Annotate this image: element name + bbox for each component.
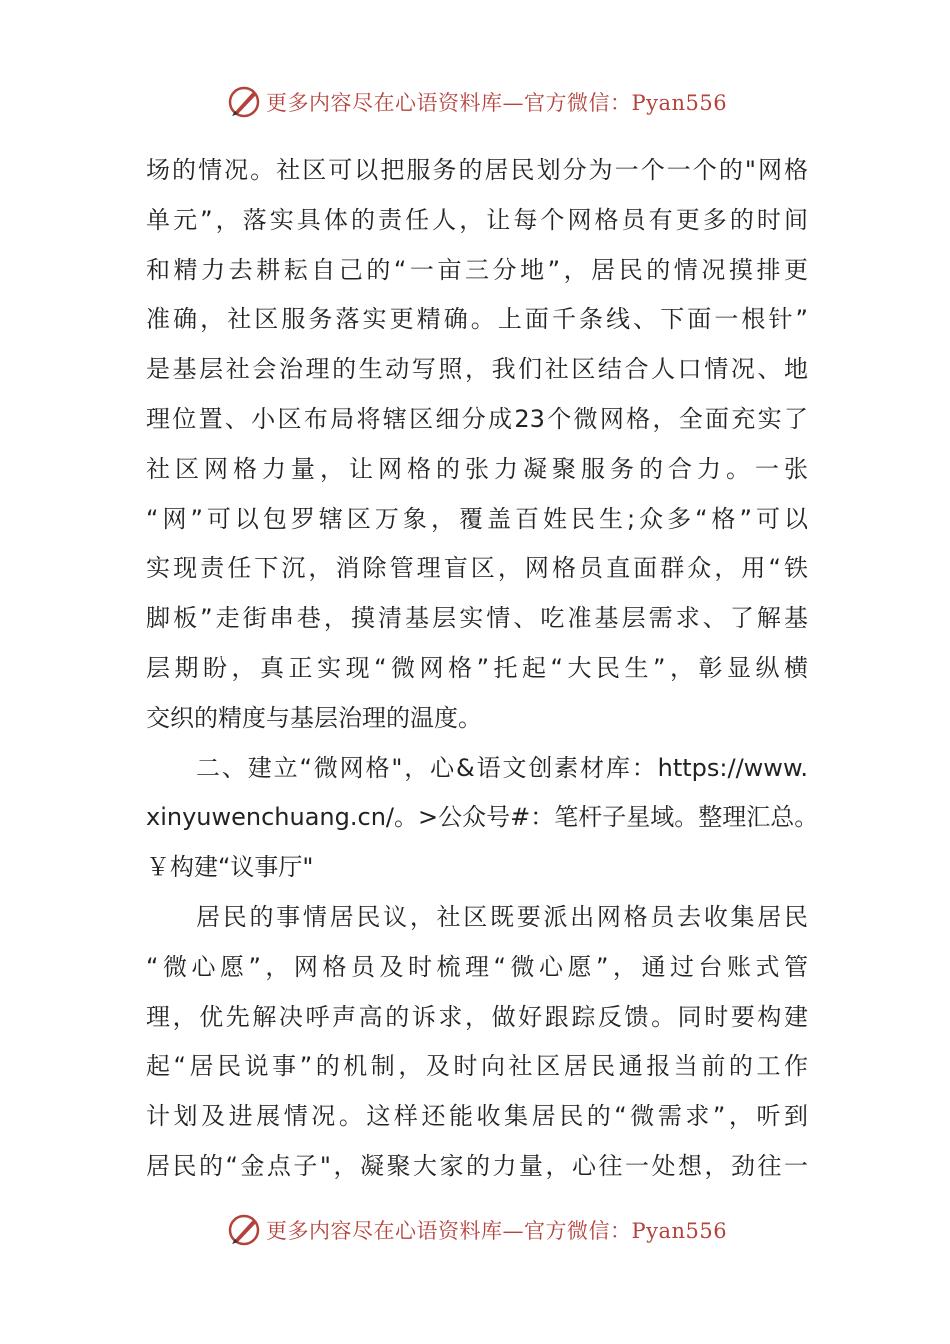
text-line: 层期盼，真正实现“微网格”托起“大民生”，彰显纵横 [146, 653, 808, 682]
text-line: 实现责任下沉，消除管理盲区，网格员直面群众，用“铁 [146, 554, 808, 583]
text-line: 交织的精度与基层治理的温度。 [146, 703, 482, 732]
footer-banner [226, 1208, 727, 1252]
text-line: “微心愿”，网格员及时梳理“微心愿”，通过台账式管 [146, 952, 808, 981]
text-line: 起“居民说事”的机制，及时向社区居民通报当前的工作 [146, 1052, 808, 1081]
text-line: 脚板”走街串巷，摸清基层实情、吃准基层需求、了解基 [146, 604, 808, 633]
text-line: 是基层社会治理的生动写照，我们社区结合人口情况、地 [146, 355, 808, 384]
text-line: ￥构建“议事厅" [146, 853, 314, 882]
text-line: 计划及进展情况。这样还能收集居民的“微需求”，听到 [146, 1102, 808, 1131]
text-line: “网”可以包罗辖区万象，覆盖百姓民生;众多“格”可以 [146, 504, 808, 533]
text-line: 场的情况。社区可以把服务的居民划分为一个一个的"网格 [146, 156, 808, 184]
body-text [146, 146, 819, 1192]
text-line: 单元”，落实具体的责任人，让每个网格员有更多的时间 [146, 205, 808, 234]
paragraph-start-line: 居民的事情居民议，社区既要派出网格员去收集居民 [196, 902, 808, 931]
pen-logo-icon [226, 1212, 262, 1248]
text-line: 准确，社区服务落实更精确。上面千条线、下面一根针” [146, 305, 808, 334]
pen-logo-icon [226, 84, 262, 120]
text-line: 理位置、小区布局将辖区细分成23个微网格，全面充实了 [146, 404, 808, 433]
section-heading-line: 二、建立“微网格"，心&语文创素材库：https://www. [196, 753, 808, 782]
header-banner [226, 80, 727, 124]
text-line: 理，优先解决呼声高的诉求，做好跟踪反馈。同时要构建 [146, 1002, 808, 1031]
header-banner-text: 更多内容尽在心语资料库—官方微信：Pyan556 [266, 91, 728, 115]
footer-banner-text: 更多内容尽在心语资料库—官方微信：Pyan556 [266, 1219, 728, 1243]
text-line: 居民的“金点子"，凝聚大家的力量，心往一处想，劲往一 [146, 1151, 808, 1180]
text-line: 社区网格力量，让网格的张力凝聚服务的合力。一张 [146, 454, 808, 483]
text-line: 和精力去耕耘自己的“一亩三分地”，居民的情况摸排更 [146, 255, 808, 284]
text-line: xinyuwenchuang.cn/。>公众号#：笔杆子星域。整理汇总。 [146, 803, 819, 832]
